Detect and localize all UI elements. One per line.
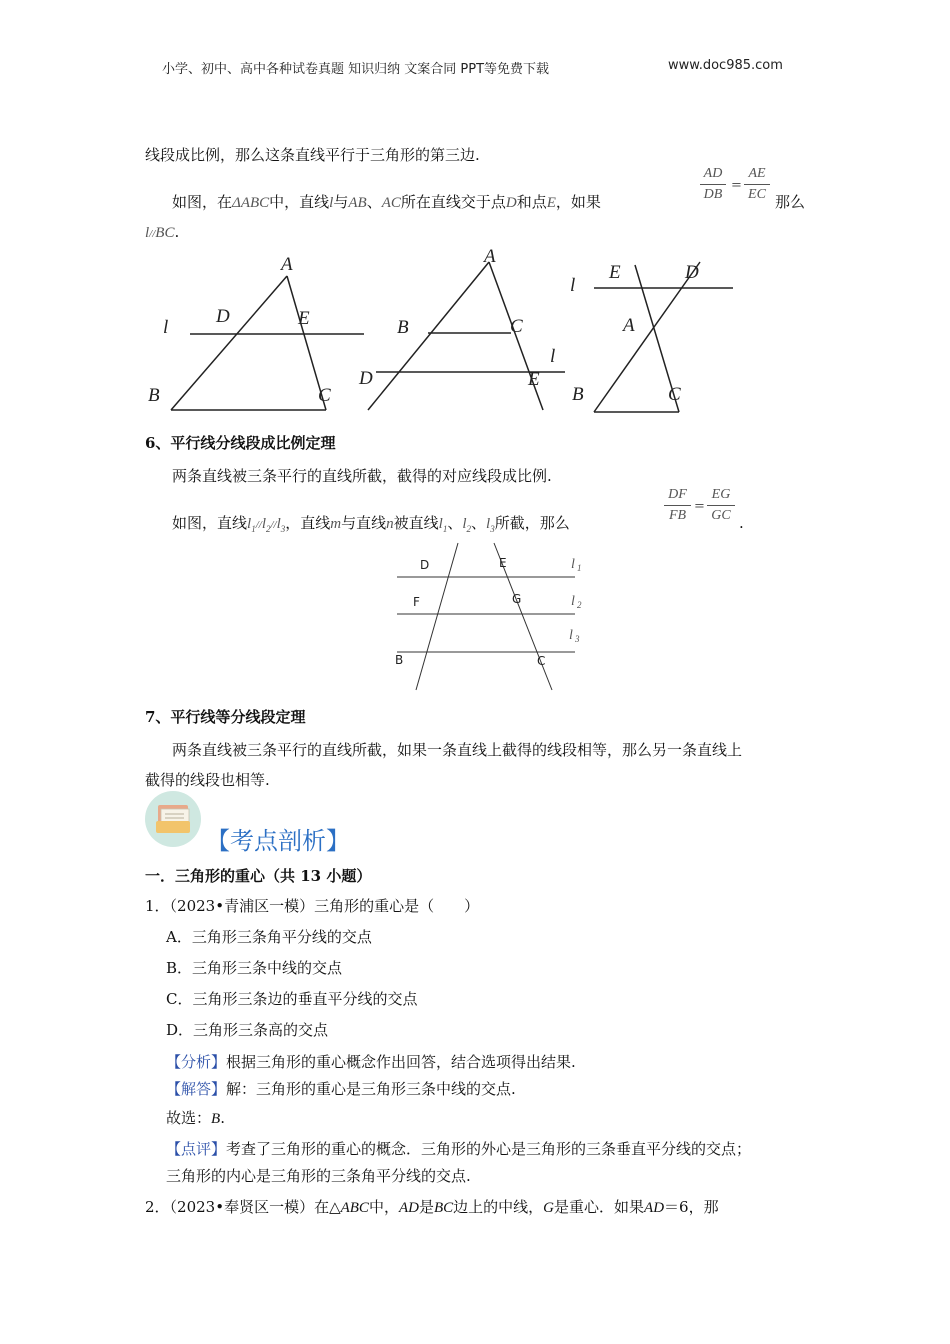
intro-then: 那么	[775, 193, 806, 211]
fig3t-label-A: A	[623, 315, 635, 336]
fig1-label-A: A	[281, 254, 293, 275]
option-d[interactable]: D．三角形三条高的交点	[166, 1021, 329, 1039]
fig2t-label-l: l	[550, 346, 556, 367]
fig2t-label-C: C	[510, 316, 523, 337]
choice-line: 故选：B.	[166, 1109, 225, 1127]
fraction-eg-gc: EG GC	[707, 487, 735, 524]
fig2-sub-3: 3	[575, 634, 580, 644]
fig1-label-D: D	[216, 306, 230, 327]
fig2-label-G: G	[512, 592, 522, 606]
section-banner: 【考点剖析】	[206, 827, 350, 855]
fig2-label-F: F	[413, 595, 420, 609]
fig2-sub-2: 2	[577, 600, 582, 610]
intro-line1: 线段成比例，那么这条直线平行于三角形的第三边.	[145, 146, 480, 164]
header-site-link[interactable]: www.doc985.com	[668, 58, 783, 73]
answer-tag: 【解答】	[166, 1080, 227, 1098]
option-a[interactable]: A．三角形三条角平分线的交点	[166, 928, 372, 946]
fig2t-label-D: D	[359, 368, 373, 389]
fig1-label-B: B	[148, 385, 160, 406]
equals-sign: =	[731, 178, 742, 193]
fig2-label-E: E	[499, 556, 507, 570]
fig2-label-B: B	[395, 653, 404, 667]
fig2-sub-1: 1	[577, 563, 582, 573]
section7-title: 7、平行线等分线段定理	[145, 708, 306, 726]
section6-period: .	[739, 514, 744, 532]
option-b[interactable]: B．三角形三条中线的交点	[166, 959, 343, 977]
fig1-label-l: l	[163, 317, 169, 338]
fig1-label-C: C	[318, 385, 331, 406]
fig2-label-C: C	[537, 654, 546, 668]
fig3t-label-B: B	[572, 384, 584, 405]
fig3t-label-C: C	[668, 384, 681, 405]
folder-icon	[144, 791, 204, 851]
analysis-tag: 【分析】	[166, 1053, 227, 1071]
fig2t-label-A: A	[484, 246, 496, 267]
fraction-ad-db: AD DB	[700, 166, 726, 203]
equals-sign-2: =	[694, 499, 705, 514]
fraction-df-fb: DF FB	[664, 487, 691, 524]
option-c[interactable]: C．三角形三条边的垂直平分线的交点	[166, 990, 418, 1008]
fig2-label-l1: l	[571, 557, 575, 572]
question-2: 2．（2023•奉贤区一模）在△ABC中，AD是BC边上的中线，G是重心．如果AD＝6，那	[145, 1198, 719, 1216]
question-1: 1．（2023•青浦区一模）三角形的重心是（ ）	[145, 897, 480, 915]
section7-p2: 截得的线段也相等.	[145, 771, 270, 789]
analysis-line: 【分析】根据三角形的重心概念作出回答，结合选项得出结果.	[166, 1053, 576, 1071]
answer-line: 【解答】解：三角形的重心是三角形三条中线的交点.	[166, 1080, 516, 1098]
intro-line3: l//BC.	[145, 223, 180, 241]
intro-line2: 如图，在ΔABC中，直线l与AB、AC所在直线交于点D和点E，如果	[172, 193, 601, 211]
fraction-ae-ec: AE EC	[744, 166, 770, 203]
section7-p1: 两条直线被三条平行的直线所截，如果一条直线上截得的线段相等，那么另一条直线上	[172, 741, 743, 759]
fig2t-label-E: E	[528, 369, 540, 390]
section6-p2: 如图，直线$l_1//l_2//l_3$，直线m与直线n被直线$l_1$、$l_2$、$l_3$所截，那么	[172, 514, 570, 534]
fig2-label-D: D	[420, 558, 430, 572]
part1-title: 一．三角形的重心（共 13 小题）	[145, 867, 372, 885]
fig2-label-l3: l	[569, 628, 573, 643]
fig1-label-E: E	[298, 308, 310, 329]
comment-tag: 【点评】	[166, 1140, 227, 1158]
fig2t-label-B: B	[397, 317, 409, 338]
fig3t-label-l: l	[570, 275, 576, 296]
fig2-label-l2: l	[571, 594, 575, 609]
fig3t-label-D: D	[685, 262, 699, 283]
section6-p1: 两条直线被三条平行的直线所截，截得的对应线段成比例.	[172, 467, 552, 485]
section6-title: 6、平行线分线段成比例定理	[145, 434, 336, 452]
comment-line2: 三角形的内心是三角形的三条角平分线的交点.	[166, 1167, 471, 1185]
header-text: 小学、初中、高中各种试卷真题 知识归纳 文案合同 PPT等免费下载	[162, 62, 550, 77]
fig3t-label-E: E	[609, 262, 621, 283]
comment-line1: 【点评】考查了三角形的重心的概念．三角形的外心是三角形的三条垂直平分线的交点；	[166, 1140, 752, 1158]
